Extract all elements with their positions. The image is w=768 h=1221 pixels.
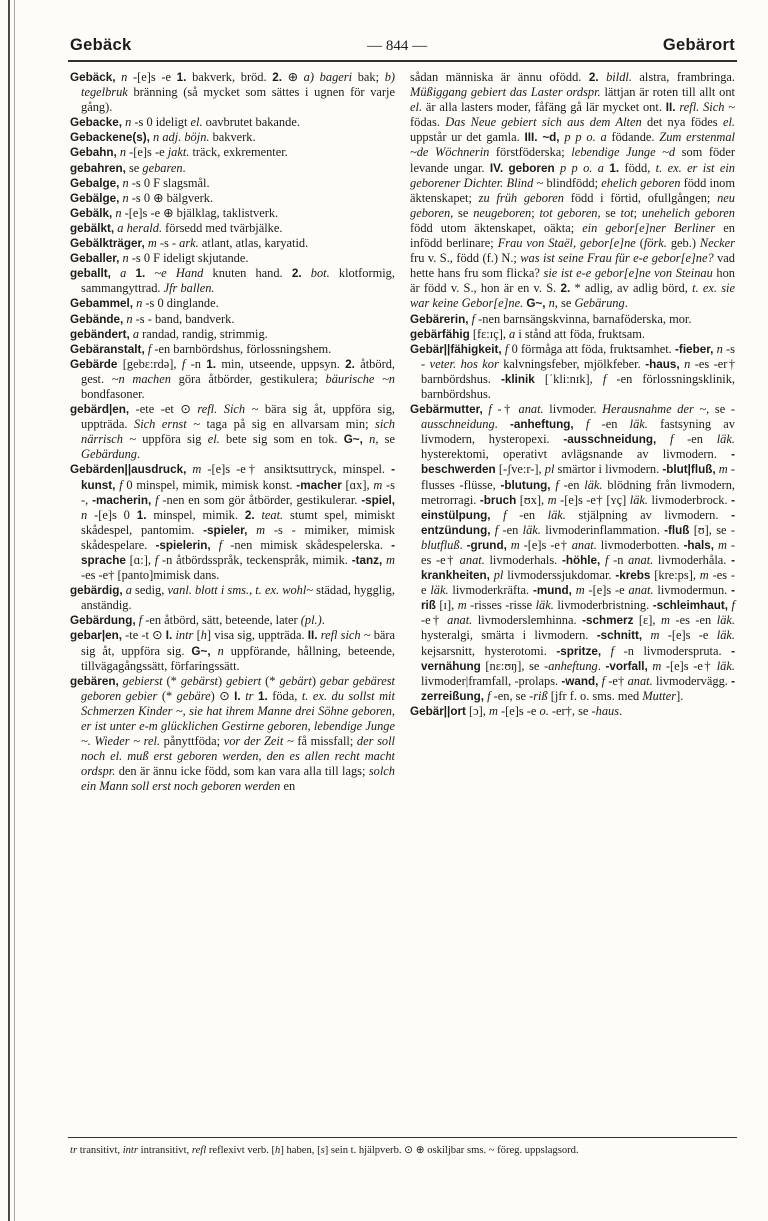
- dictionary-entry: Gebahn, n -[e]s -e jakt. träck, exkrementer.: [70, 145, 288, 160]
- headword: Geballer,: [70, 252, 120, 266]
- right-column: [410, 70, 735, 1132]
- headword: Gebär||ort: [410, 704, 466, 718]
- dictionary-entry: Gebäranstalt, f -en barnbördshus, förlossningshem.: [70, 341, 332, 356]
- dictionary-entry: Gebär||ort [ɔ], m -[e]s -e o. -er†, se -haus.: [410, 703, 623, 718]
- headword: Gebälk,: [70, 206, 113, 220]
- abbreviation-key: tr transitivt, intr intransitivt, refl reflexivt verb. [h] haben, [s] sein t. hjälpverb. ⊙ ⊕ oskiljbar sms. ~ föreg. uppslagsord.: [70, 1145, 579, 1156]
- dictionary-entry: Gebär||fähigkeit, f 0 förmåga att föda, fruktsamhet. -fieber, n -s - veter. hos kor kalvningsfeber, mjölkfeber. -haus, n -es -er† barnbördshus. -klinik [ˈkli:nɪk], f -en förlossningsklinik, barnbördshus.: [410, 341, 736, 401]
- dictionary-entry: gebärdig, a sedig, vanl. blott i sms., t. ex. wohl~ städad, hygglig, anständig.: [70, 583, 395, 613]
- headword: Gebackene(s),: [70, 131, 150, 145]
- dictionary-entry: Geballer, n -s 0 F ideligt skjutande.: [70, 251, 249, 266]
- page-header: [0, 0, 768, 55]
- dictionary-entry: Gebärmutter, f -† anat. livmoder. Herausnahme der ~, se -ausschneidung. -anheftung, f -en läk. fastsyning av livmodern, hysteropexi. -ausschneidung, f -en läk. hysterektomi, operativt avlägsnande av livmodern. -beschwerden [-ʃve:r-], pl smärtor i livmodern. -blut|fluß, m -flusses -flüsse, -blutung, f -en läk. blödning från livmodern, metrorragi. -bruch [ʊx], m -[e]s -e† [ʏç] läk. livmoderbrock. -einstülpung, f -en läk. stjälpning av livmodern. -entzündung, f -en läk. livmoderinflammation. -fluß [ʊ], se -blutfluß. -grund, m -[e]s -e† anat. livmoderbotten. -hals, m -es -e† anat. livmoderhals. -höhle, f -n anat. livmoderhåla. -krankheiten, pl livmoderssjukdomar. -krebs [kre:ps], m -es -e läk. livmoderkräfta. -mund, m -[e]s -e anat. livmodermun. -riß [ɪ], m -risses -risse läk. livmoderbristning. -schleimhaut, f -e† anat. livmoderslemhinna. -schmerz [ɛ], m -es -en läk. hysteralgi, smärta i livmodern. -schnitt, m -[e]s -e läk. kejsarsnitt, hysterotomi. -spritze, f -n livmoderspruta. -vernähung [nɛ:ʊŋ], se -anheftung. -vorfall, m -[e]s -e† läk. livmoder|framfall, -prolaps. -wand, f -e† anat. livmodervägg. -zerreißung, f -en, se -riß [jfr f. o. sms. med Mutter].: [410, 402, 736, 703]
- headword: Gebälkträger,: [70, 237, 145, 251]
- headword: Gebärde: [70, 357, 118, 371]
- headword: Gebär||fähigkeit,: [410, 342, 502, 356]
- header-keyword-left: Gebäck: [70, 36, 132, 54]
- dictionary-entry: gebären, gebierst (* gebärst) gebiert (* gebärt) gebar gebärest geboren gebier (* gebäre) ⊙ I. tr 1. föda, t. ex. du sollst mit Schmerzen Kinder ~, sie hat ihrem Manne drei Söhne geboren, er ist unter e-m glücklichen Gestirne geboren, lebendige Junge ~. Wieder ~ rel. pånyttföda; vor der Zeit ~ få missfall; der soll noch el. muß erst geboren werden, den es allen recht macht ordspr. den är ännu icke född, som kan vara alla till lags; solch ein Mann soll erst noch geboren werden en: [70, 673, 395, 794]
- headword: Gebammel,: [70, 297, 134, 311]
- headword: Gebahn,: [70, 146, 117, 160]
- headword: gebahren,: [70, 161, 126, 175]
- dictionary-entry: Gebärden||ausdruck, m -[e]s -e† ansiktsuttryck, minspel. -kunst, f 0 minspel, mimik, mimisk konst. -macher [ɑx], m -s -, -macherin, f -nen en som gör åtbörder, gestikulerar. -spiel, n -[e]s 0 1. minspel, mimik. 2. teat. stumt spel, mimiskt skådespel, pantomim. -spieler, m -s - mimiker, mimisk skådespelare. -spielerin, f -nen mimisk skådespelerska. -sprache [ɑ:], f -n åtbördsspråk, teckenspråk, mimik. -tanz, m -es -e† [panto]mimisk dans.: [70, 462, 395, 583]
- page-footer: [0, 1138, 768, 1157]
- headword: Gebäck,: [70, 71, 116, 84]
- dictionary-entry: Gebacke, n -s 0 ideligt el. oavbrutet bakande.: [70, 115, 300, 130]
- scan-edge-line: [8, 0, 10, 1221]
- dictionary-entry: Gebackene(s), n adj. böjn. bakverk.: [70, 130, 256, 145]
- dictionary-entry: gebändert, a randad, randig, strimmig.: [70, 326, 268, 341]
- dictionary-entry: Gebalge, n -s 0 F slagsmål.: [70, 175, 210, 190]
- dictionary-entry: sådan människa är ännu ofödd. 2. bildl. alstra, frambringa. Müßiggang gebiert das Laster ordspr. lättjan är roten till allt ont el. är alla lasters moder, fåfäng gå lär mycket ont. II. refl. Sich ~ födas. Das Neue gebiert sich aus dem Alten det nya födes el. uppstår ur det gamla. III. ~d, p p o. a födande. Zum erstenmal ~de Wöchnerin förstföderska; lebendige Junge ~d som föder levande ungar. IV. geboren p p o. a 1. född, t. ex. er ist ein geborener Dichter. Blind ~ blindfödd; ehelich geboren född inom äktenskapet; zu früh geboren född i förtid, ofullgången; neu geboren, se neugeboren; tot geboren, se tot; unehelich geboren född utom äktenskapet, oäkta; ein gebor[e]ner Berliner en infödd berlinare; Frau von Staël, gebor[e]ne (förk. geb.) Necker fru v. S., född (f.) N.; was ist seine Frau für e-e gebor[e]ne? vad hette hans fru som flicka? sie ist e-e gebor[e]ne von Steinau hon är född v. S., hon är en v. S. 2. * adlig, av adlig börd, t. ex. sie war keine Gebor[e]ne. G~, n, se Gebärung.: [410, 70, 736, 311]
- headword: gebärd|en,: [70, 403, 130, 417]
- headword: Gebände,: [70, 312, 124, 326]
- dictionary-entry: gebahren, se gebaren.: [70, 160, 186, 175]
- headword: Gebacke,: [70, 116, 122, 130]
- dictionary-entry: Gebälkträger, m -s - ark. atlant, atlas, karyatid.: [70, 236, 309, 251]
- headword: gebärdig,: [70, 584, 123, 598]
- headword: Gebalge,: [70, 176, 120, 190]
- dictionary-entry: Gebäck, n -[e]s -e 1. bakverk, bröd. 2. ⊕ a) bageri bak; b) tegelbruk bränning (så mycket som sättes i ugnen för varje gång).: [70, 70, 396, 115]
- dictionary-entry: Gebände, n -s - band, bandverk.: [70, 311, 235, 326]
- page-number: — 844 —: [367, 38, 428, 54]
- headword: Gebärdung,: [70, 614, 136, 628]
- headword: Gebärmutter,: [410, 403, 483, 417]
- headword: gebären,: [70, 674, 119, 688]
- left-column: [70, 70, 395, 1132]
- headword: Gebälge,: [70, 191, 120, 205]
- headword: geballt,: [70, 267, 111, 281]
- headword: gebärfähig: [410, 327, 470, 341]
- headword: gebar|en,: [70, 629, 122, 643]
- headword: gebändert,: [70, 327, 130, 341]
- dictionary-entry: Gebärdung, f -en åtbörd, sätt, beteende, later (pl.).: [70, 613, 325, 628]
- headword: gebälkt,: [70, 221, 115, 235]
- dictionary-entry: Gebärde [gebɛ:rdə], f -n 1. min, utseende, uppsyn. 2. åtbörd, gest. ~n machen göra åtbörder, gestikulera; bäurische ~n bondfasoner.: [70, 356, 395, 401]
- dictionary-entry: geballt, a 1. ~e Hand knuten hand. 2. bot. klotformig, sammangyttrad. Jfr ballen.: [70, 266, 395, 296]
- dictionary-entry: gebärd|en, -ete -et ⊙ refl. Sich ~ bära sig åt, uppföra sig, uppträda. Sich ernst ~ taga på sig en allvarsam min; sich närrisch ~ uppföra sig el. bete sig som en tok. G~, n, se Gebärdung.: [70, 402, 396, 462]
- dictionary-entry: Gebälge, n -s 0 ⊕ bälgverk.: [70, 190, 214, 205]
- dictionary-columns: [0, 62, 768, 1132]
- dictionary-entry: gebar|en, -te -t ⊙ I. intr [h] visa sig, uppträda. II. refl sich ~ bära sig åt, uppföra sig. G~, n uppförande, hållning, beteende, tillvägagångssätt, förfaringssätt.: [70, 628, 396, 673]
- dictionary-entry: gebälkt, a herald. försedd med tvärbjälke.: [70, 220, 283, 235]
- scan-edge-line-light: [14, 0, 15, 1221]
- dictionary-entry: Gebälk, n -[e]s -e ⊕ bjälklag, taklistverk.: [70, 205, 279, 220]
- header-keyword-right: Gebärort: [662, 36, 735, 54]
- headword: Gebärerin,: [410, 312, 469, 326]
- dictionary-entry: gebärfähig [fɛ:ɪç], a i stånd att föda, fruktsam.: [410, 326, 645, 341]
- dictionary-entry: Gebärerin, f -nen barnsängskvinna, barnaföderska, mor.: [410, 311, 692, 326]
- headword: Gebärden||ausdruck,: [70, 463, 187, 477]
- dictionary-entry: Gebammel, n -s 0 dinglande.: [70, 296, 219, 311]
- headword: Gebäranstalt,: [70, 342, 145, 356]
